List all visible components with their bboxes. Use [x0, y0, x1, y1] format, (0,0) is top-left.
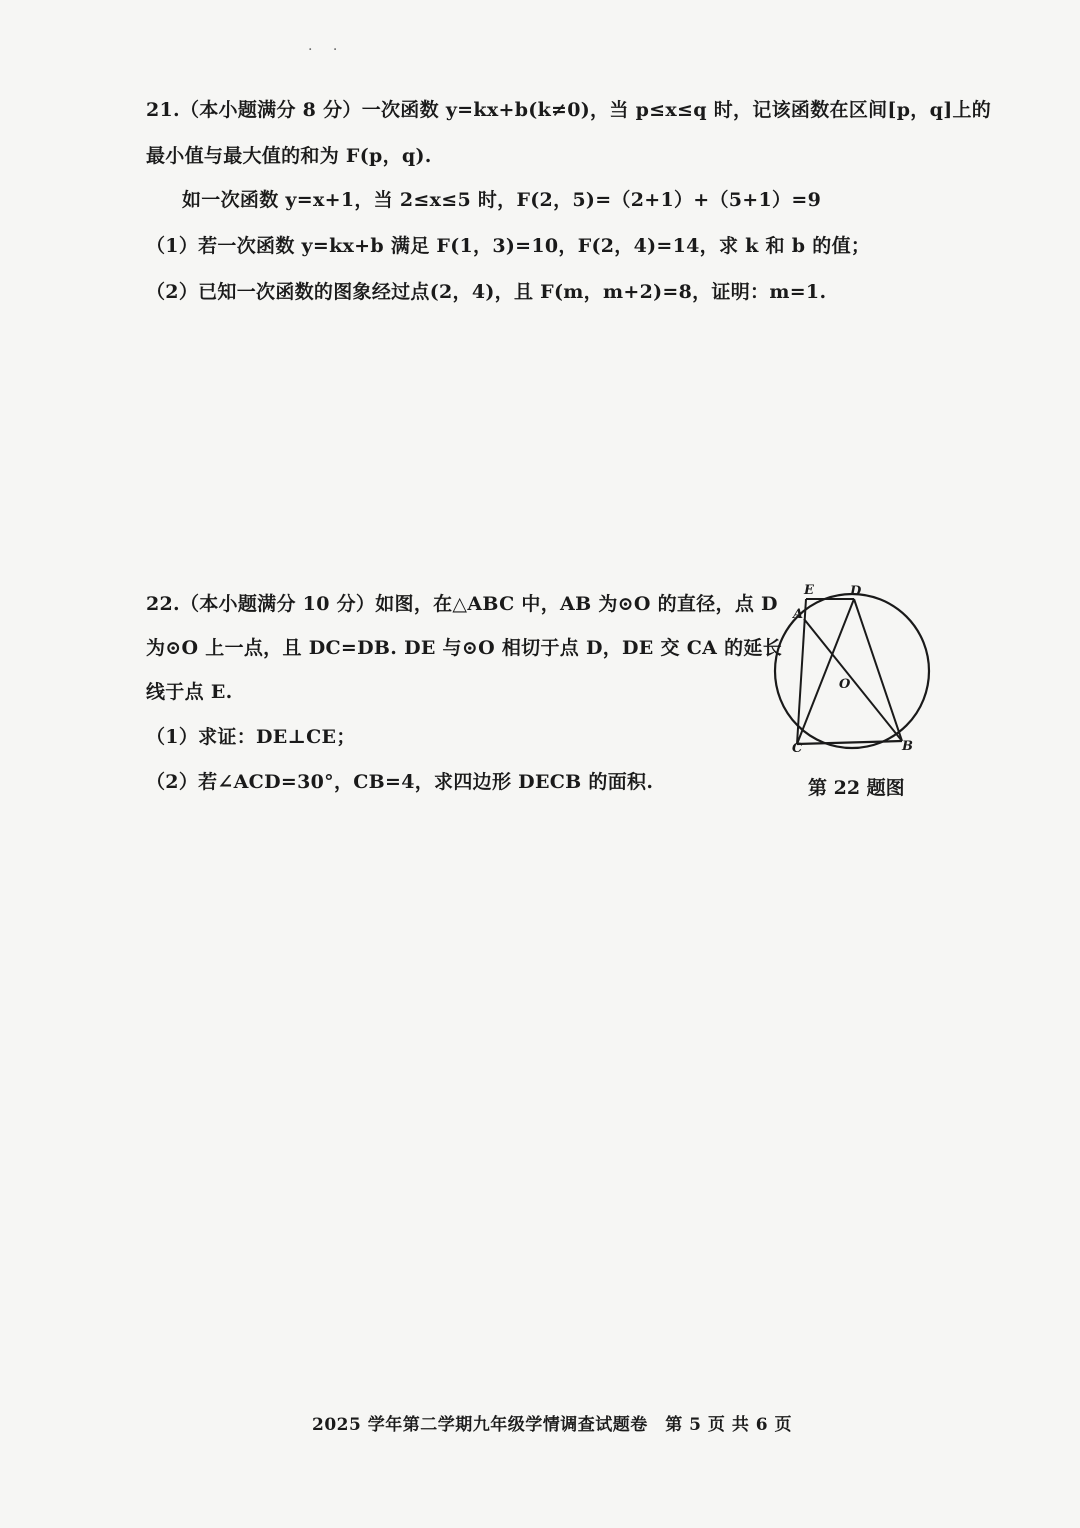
page-footer: 2025 学年第二学期九年级学情调查试题卷 第 5 页 共 6 页: [312, 1415, 792, 1435]
label-C: C: [792, 741, 803, 756]
segment-AB: [804, 619, 902, 741]
q21-part-2: （2）已知一次函数的图象经过点(2，4)，且 F(m，m+2)=8，证明：m=1.: [146, 281, 827, 303]
q22-line-3: 线于点 E.: [146, 681, 233, 703]
segment-DB: [854, 599, 902, 741]
q22-line-2: 为⊙O 上一点，且 DC=DB. DE 与⊙O 相切于点 D，DE 交 CA 的延长: [146, 637, 783, 659]
q22-part-1: （1）求证：DE⊥CE；: [146, 726, 356, 748]
q21-line-1: 21.（本小题满分 8 分）一次函数 y=kx+b(k≠0)，当 p≤x≤q 时，记该函数在区间[p，q]上的: [146, 99, 992, 121]
q21-line-2: 最小值与最大值的和为 F(p，q).: [146, 145, 432, 167]
q21-part-1: （1）若一次函数 y=kx+b 满足 F(1，3)=10，F(2，4)=14，求 k 和 b 的值；: [146, 235, 871, 257]
scan-dots: . .: [308, 38, 346, 54]
geometry-figure: [766, 578, 942, 758]
figure-caption: 第 22 题图: [808, 777, 905, 799]
label-D: D: [850, 584, 862, 599]
segment-CB: [797, 741, 902, 744]
q22-line-1: 22.（本小题满分 10 分）如图，在△ABC 中，AB 为⊙O 的直径，点 D: [146, 593, 778, 615]
label-A: A: [793, 607, 804, 622]
label-B: B: [902, 739, 913, 754]
label-E: E: [804, 583, 814, 598]
q22-part-2: （2）若∠ACD=30°，CB=4，求四边形 DECB 的面积.: [146, 771, 654, 793]
label-O: O: [839, 677, 851, 692]
q21-example: 如一次函数 y=x+1，当 2≤x≤5 时，F(2，5)=（2+1）+（5+1）=9: [182, 189, 822, 211]
